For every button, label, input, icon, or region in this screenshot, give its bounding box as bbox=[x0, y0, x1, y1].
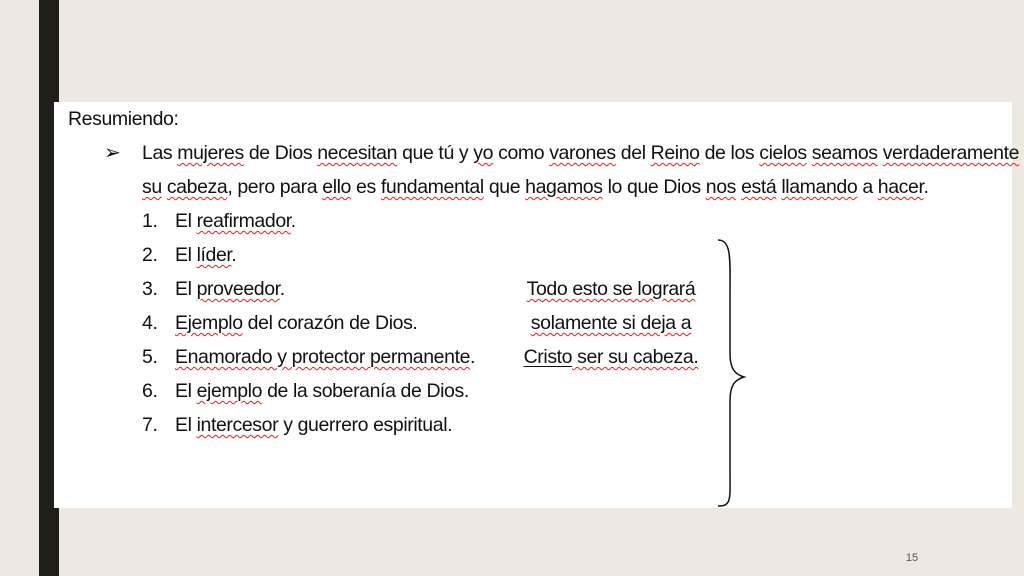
text-segment: necesitan bbox=[317, 142, 398, 164]
list-number: 5. bbox=[142, 346, 158, 368]
list-item: El reafirmador. bbox=[175, 210, 296, 232]
text-segment: es bbox=[351, 176, 381, 198]
bullet-line-2 bbox=[142, 170, 929, 204]
text-segment: verdaderamente bbox=[882, 142, 1020, 164]
list-item: El intercesor y guerrero espiritual. bbox=[175, 414, 453, 436]
text-segment: yo bbox=[473, 142, 494, 164]
list-item: El ejemplo de la soberanía de Dios. bbox=[175, 380, 469, 402]
text-segment: Reino bbox=[650, 142, 700, 164]
text-segment: hacer bbox=[877, 176, 924, 198]
text-segment: varones bbox=[549, 142, 616, 164]
arrow-bullet-icon: ➢ bbox=[104, 142, 121, 164]
list-number: 1. bbox=[142, 210, 158, 232]
text-segment: lo que Dios bbox=[602, 176, 706, 198]
text-segment: fundamental bbox=[380, 176, 484, 198]
text-segment: está bbox=[741, 176, 777, 198]
text-segment: de Dios bbox=[243, 142, 318, 164]
text-segment: . bbox=[923, 176, 929, 198]
text-segment: del bbox=[615, 142, 651, 164]
list-number: 6. bbox=[142, 380, 158, 402]
text-segment: hagamos bbox=[525, 176, 603, 198]
list-item: El líder. bbox=[175, 244, 237, 266]
text-segment: , pero para bbox=[227, 176, 323, 198]
text-segment: ello bbox=[322, 176, 352, 198]
aside-line-3: Cristo ser su cabeza. bbox=[523, 346, 699, 368]
page-number: 15 bbox=[905, 552, 919, 564]
text-segment: a bbox=[857, 176, 878, 198]
bullet-line-1 bbox=[142, 136, 1019, 170]
text-segment: llamando bbox=[781, 176, 858, 198]
text-segment: que bbox=[483, 176, 526, 198]
list-item: El proveedor. bbox=[175, 278, 285, 300]
text-segment: su bbox=[142, 176, 162, 198]
heading: Resumiendo: bbox=[68, 108, 179, 130]
list-item: Enamorado y protector permanente. bbox=[175, 346, 476, 368]
list-item: Ejemplo del corazón de Dios. bbox=[175, 312, 418, 334]
right-brace-icon bbox=[714, 238, 754, 508]
text-segment: Las bbox=[142, 142, 178, 164]
list-number: 2. bbox=[142, 244, 158, 266]
document-image bbox=[54, 102, 1020, 508]
text-segment: cabeza bbox=[166, 176, 228, 198]
text-segment: de los bbox=[699, 142, 760, 164]
list-number: 4. bbox=[142, 312, 158, 334]
list-number: 7. bbox=[142, 414, 158, 436]
text-segment: mujeres bbox=[177, 142, 244, 164]
text-segment: como bbox=[493, 142, 550, 164]
text-segment: seamos bbox=[811, 142, 878, 164]
text-segment: cielos bbox=[759, 142, 807, 164]
text-segment: nos bbox=[705, 176, 737, 198]
list-number: 3. bbox=[142, 278, 158, 300]
aside-line-1: Todo esto se logrará bbox=[526, 278, 696, 300]
text-segment: que tú y bbox=[397, 142, 474, 164]
aside-line-2: solamente si deja a bbox=[530, 312, 692, 334]
